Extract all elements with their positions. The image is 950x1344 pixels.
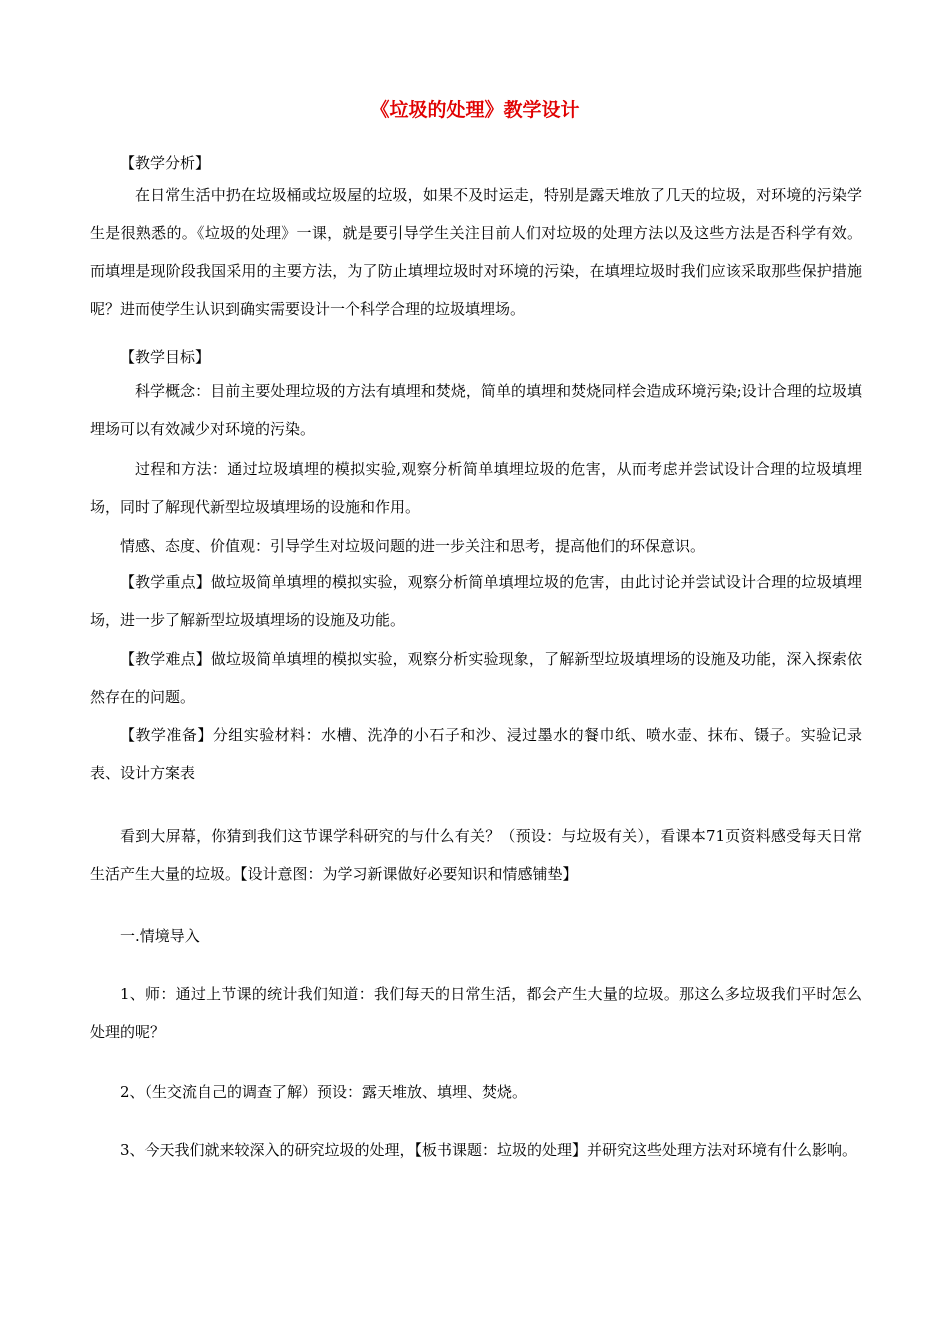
document-title: 《垃圾的处理》教学设计 [370,99,580,121]
step-3: 3、今天我们就来较深入的研究垃圾的处理，【板书课题：垃圾的处理】并研究这些处理方法对环境有什么影响。 [120,1141,858,1159]
intro-paragraph: 看到大屏幕，你猜到我们这节课学科研究的与什么有关？（预设：与垃圾有关），看课本71页资料感受每天日常生活产生大量的垃圾。【设计意图：为学习新课做好必要知识和情感铺垫】 [90,827,862,883]
preparation: 【教学准备】分组实验材料：水槽、洗净的小石子和沙、浸过墨水的餐巾纸、喷水壶、抹布、镊子。实验记录表、设计方案表 [90,726,862,782]
goal-emotion: 情感、态度、价值观：引导学生对垃圾问题的进一步关注和思考，提高他们的环保意识。 [120,537,706,555]
goals-heading: 【教学目标】 [120,348,211,366]
goal-concept: 科学概念：目前主要处理垃圾的方法有填埋和焚烧，简单的填埋和焚烧同样会造成环境污染;设计合理的垃圾填埋场可以有效减少对环境的污染。 [90,382,862,438]
key-point: 【教学重点】做垃圾简单填埋的模拟实验，观察分析简单填埋垃圾的危害，由此讨论并尝试设计合理的垃圾填埋场，进一步了解新型垃圾填埋场的设施及功能。 [90,573,862,629]
analysis-heading: 【教学分析】 [120,154,211,172]
step-2: 2、（生交流自己的调查了解）预设：露天堆放、填埋、焚烧。 [120,1083,528,1101]
analysis-body: 在日常生活中扔在垃圾桶或垃圾屋的垃圾，如果不及时运走，特别是露天堆放了几天的垃圾，对环境的污染学生是很熟悉的。《垃圾的处理》一课，就是要引导学生关注目前人们对垃圾的处理方法以及这些方法是否科学有效。而填埋是现阶段我国采用的主要方法，为了防止填埋垃圾时对环境的污染，在填埋垃圾时我们应该采取那些保护措施呢？进而使学生认识到确实需要设计一个科学合理的垃圾填埋场。 [90,186,862,318]
difficulty: 【教学难点】做垃圾简单填埋的模拟实验，观察分析实验现象，了解新型垃圾填埋场的设施及功能，深入探索依然存在的问题。 [90,650,862,706]
section-heading: 一.情境导入 [120,927,200,945]
goal-process: 过程和方法：通过垃圾填埋的模拟实验,观察分析简单填埋垃圾的危害，从而考虑并尝试设计合理的垃圾填埋场，同时了解现代新型垃圾填埋场的设施和作用。 [90,460,862,516]
step-1: 1、师：通过上节课的统计我们知道：我们每天的日常生活，都会产生大量的垃圾。那这么多垃圾我们平时怎么处理的呢？ [90,985,862,1041]
